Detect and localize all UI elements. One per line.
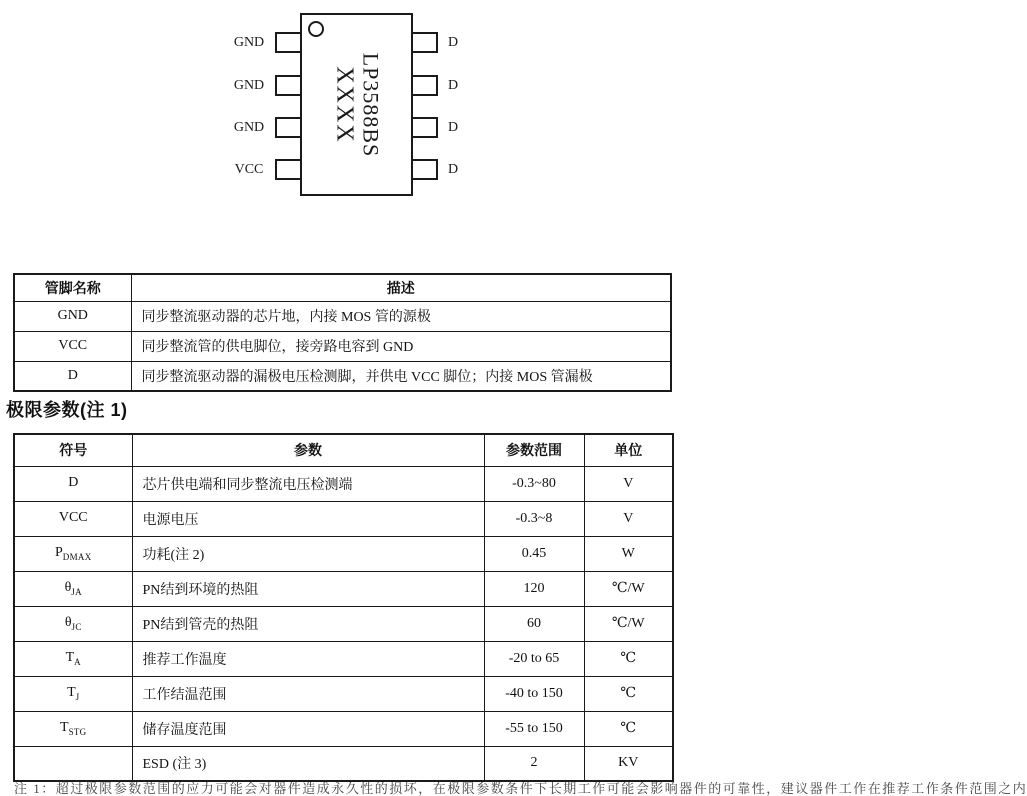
pin1-indicator-dot [308, 21, 324, 37]
pin-label-d-1: D [448, 35, 459, 50]
symbol-subscript: A [74, 656, 81, 667]
param-cell: 电源电压 [132, 501, 484, 536]
pin-desc-cell: 同步整流管的供电脚位，接旁路电容到 GND [131, 331, 671, 361]
table-row [14, 571, 673, 606]
param-cell: ESD (注 3) [132, 746, 484, 781]
range-cell: 2 [484, 746, 584, 781]
symbol-cell [14, 711, 132, 746]
limits-header-unit: 单位 [584, 434, 673, 466]
table-row [14, 711, 673, 746]
range-cell: 0.45 [484, 536, 584, 571]
pin-label-d-4: D [448, 162, 459, 177]
chip-package-diagram [0, 0, 687, 215]
unit-cell: V [584, 501, 673, 536]
pin-6 [411, 117, 438, 138]
pin-label-d-2: D [448, 78, 459, 93]
pin-7 [411, 75, 438, 96]
pin-label-gnd-1: GND [233, 35, 265, 50]
chip-part-number: LP3588BS [358, 52, 383, 157]
pin-name-cell: D [14, 361, 131, 391]
pin-label-gnd-3: GND [233, 120, 265, 135]
symbol-cell [14, 746, 132, 781]
symbol-cell [14, 536, 132, 571]
param-cell: 工作结温范围 [132, 676, 484, 711]
chip-lot-code: XXXX [331, 65, 357, 144]
limits-header-symbol: 符号 [14, 434, 132, 466]
symbol-base: T [60, 720, 69, 736]
pin-name-cell: GND [14, 301, 131, 331]
chip-body [300, 13, 413, 196]
section-title-limits: 极限参数(注 1) [6, 400, 128, 420]
table-row [14, 676, 673, 711]
limits-header-range: 参数范围 [484, 434, 584, 466]
symbol-subscript: JC [71, 621, 82, 632]
symbol-cell [14, 641, 132, 676]
symbol-cell [14, 606, 132, 641]
chip-marking [330, 52, 383, 157]
symbol-base: VCC [58, 510, 88, 526]
symbol-cell [14, 676, 132, 711]
pin-2 [275, 75, 302, 96]
symbol-base: P [55, 545, 63, 561]
unit-cell: V [584, 466, 673, 501]
pin-table-header-row [14, 274, 671, 301]
range-cell: -40 to 150 [484, 676, 584, 711]
pin-desc-cell: 同步整流驱动器的芯片地，内接 MOS 管的源极 [131, 301, 671, 331]
range-cell: -20 to 65 [484, 641, 584, 676]
symbol-cell [14, 501, 132, 536]
param-cell: 芯片供电端和同步整流电压检测端 [132, 466, 484, 501]
unit-cell: ℃ [584, 641, 673, 676]
pin-1 [275, 32, 302, 53]
symbol-base: θ [64, 615, 72, 631]
table-row [14, 641, 673, 676]
table-row [14, 501, 673, 536]
pin-3 [275, 117, 302, 138]
symbol-base: T [65, 650, 75, 666]
range-cell: -55 to 150 [484, 711, 584, 746]
table-row [14, 746, 673, 781]
symbol-cell [14, 466, 132, 501]
table-row [14, 301, 671, 331]
table-row [14, 331, 671, 361]
table-row [14, 466, 673, 501]
range-cell: -0.3~80 [484, 466, 584, 501]
table-row [14, 606, 673, 641]
pin-description-table [13, 273, 672, 392]
unit-cell: ℃/W [584, 606, 673, 641]
pin-label-vcc: VCC [234, 162, 264, 177]
param-cell: PN结到环境的热阻 [132, 571, 484, 606]
limits-header-param: 参数 [132, 434, 484, 466]
table-row [14, 361, 671, 391]
unit-cell: ℃ [584, 711, 673, 746]
unit-cell: ℃/W [584, 571, 673, 606]
symbol-cell [14, 571, 132, 606]
unit-cell: W [584, 536, 673, 571]
param-cell: PN结到管壳的热阻 [132, 606, 484, 641]
range-cell: -0.3~8 [484, 501, 584, 536]
pin-label-d-3: D [448, 120, 459, 135]
param-cell: 储存温度范围 [132, 711, 484, 746]
symbol-base: T [67, 685, 76, 701]
symbol-subscript: J [75, 691, 80, 702]
pin-8 [411, 32, 438, 53]
symbol-base: θ [64, 580, 72, 596]
symbol-subscript: STG [68, 726, 87, 737]
range-cell: 120 [484, 571, 584, 606]
symbol-base: D [68, 475, 79, 491]
clipped-footnote-text: 注 1：超过极限参数范围的应力可能会对器件造成永久性的损坏，在极限参数条件下长期工作可能会影响器件的可靠性，建议器件工作在推荐工作条件范围之内 [14, 781, 1027, 796]
pin-table-header-name: 管脚名称 [14, 274, 131, 301]
table-row [14, 536, 673, 571]
param-cell: 推荐工作温度 [132, 641, 484, 676]
unit-cell: ℃ [584, 676, 673, 711]
range-cell: 60 [484, 606, 584, 641]
pin-5 [411, 159, 438, 180]
pin-desc-cell: 同步整流驱动器的漏极电压检测脚，并供电 VCC 脚位；内接 MOS 管漏极 [131, 361, 671, 391]
pin-table-header-desc: 描述 [131, 274, 671, 301]
limits-table [13, 433, 674, 782]
pin-name-cell: VCC [14, 331, 131, 361]
limits-table-header-row [14, 434, 673, 466]
symbol-subscript: JA [71, 586, 82, 597]
symbol-subscript: DMAX [62, 551, 92, 562]
pin-4 [275, 159, 302, 180]
pin-label-gnd-2: GND [233, 78, 265, 93]
param-cell: 功耗(注 2) [132, 536, 484, 571]
unit-cell: KV [584, 746, 673, 781]
